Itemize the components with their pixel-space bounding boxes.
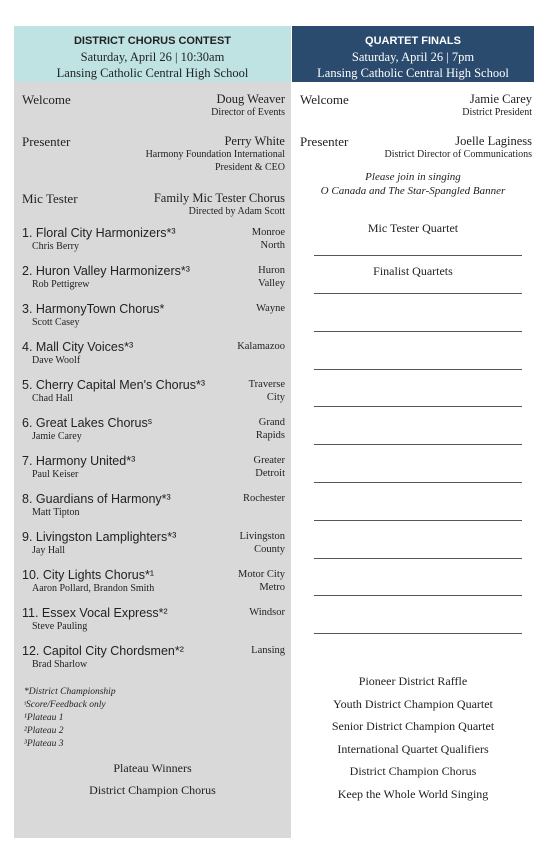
finals-presenter-name: Joelle Laginess — [455, 134, 532, 148]
chorus-city — [238, 568, 285, 594]
chorus-city-line-1: Traverse — [248, 379, 285, 390]
chorus-city-line-1: Monroe — [251, 227, 285, 238]
chorus-name: 7. Harmony United*³ — [22, 454, 136, 468]
chorus-city-line-1: Greater — [253, 455, 285, 466]
chorus-city-line-2: County — [254, 544, 285, 555]
welcome-label: Welcome — [22, 92, 71, 107]
chorus-info — [22, 644, 184, 672]
mic-tester-director: Directed by Adam Scott — [188, 206, 285, 217]
chorus-city-line-1: Huron — [258, 265, 285, 276]
chorus-city-line-1: Livingston — [239, 531, 285, 542]
finalist-line — [314, 331, 522, 332]
chorus-city — [252, 226, 285, 252]
closing-item: Youth District Champion Quartet — [333, 696, 493, 711]
finals-presenter-role: District Director of Communications — [384, 149, 532, 160]
chorus-city — [251, 644, 285, 657]
chorus-info — [22, 416, 152, 444]
chorus-city-line-2: City — [266, 392, 285, 403]
finals-presenter-label: Presenter — [300, 134, 349, 149]
presenter-info — [146, 134, 285, 174]
welcome-role: Director of Events — [211, 107, 285, 118]
finalist-line — [314, 293, 522, 294]
mic-tester-label: Mic Tester — [22, 191, 78, 206]
chorus-director: Chris Berry — [32, 241, 79, 252]
chorus-info — [22, 340, 133, 368]
finals-date: Saturday, April 26 | 7pm — [351, 50, 475, 64]
footnote: ˢScore/Feedback only — [24, 700, 106, 710]
contest-column — [14, 26, 291, 838]
chorus-city-line-1: Rochester — [243, 493, 285, 504]
presenter-role-1: Harmony Foundation International — [145, 149, 285, 160]
chorus-info — [22, 378, 205, 406]
chorus-city-line-1: Motor City — [238, 569, 285, 580]
finals-welcome-role: District President — [462, 107, 532, 118]
chorus-info — [22, 454, 135, 482]
chorus-city — [249, 606, 285, 619]
chorus-info — [22, 530, 176, 558]
chorus-city-line-2: Rapids — [255, 430, 285, 441]
chorus-director: Jamie Carey — [32, 431, 82, 442]
chorus-city-line-2: North — [260, 240, 285, 251]
chorus-info — [22, 492, 171, 520]
chorus-info — [22, 264, 190, 292]
chorus-name: 12. Capitol City Chordsmen*² — [22, 644, 184, 658]
finalist-line — [314, 558, 522, 559]
chorus-city-line-1: Grand — [258, 417, 285, 428]
finalist-quartets: Finalist Quartets — [373, 264, 453, 278]
chorus-director: Aaron Pollard, Brandon Smith — [32, 583, 155, 594]
chorus-city — [243, 492, 285, 505]
finalist-line — [314, 482, 522, 483]
chorus-director: Jay Hall — [32, 545, 66, 556]
contest-header — [14, 26, 291, 82]
chorus-city — [256, 302, 285, 315]
mic-tester-info — [154, 191, 285, 218]
presenter-name: Perry White — [224, 134, 285, 148]
mic-tester-name: Family Mic Tester Chorus — [153, 191, 285, 205]
chorus-director: Matt Tipton — [32, 507, 80, 518]
footnote: ³Plateau 3 — [24, 739, 64, 749]
finalist-line — [314, 369, 522, 370]
district-champion-chorus: District Champion Chorus — [89, 783, 216, 797]
chorus-name: 4. Mall City Voices*³ — [22, 340, 134, 354]
chorus-city — [254, 454, 285, 480]
chorus-name: 2. Huron Valley Harmonizers*³ — [22, 264, 190, 278]
closing-item: Senior District Champion Quartet — [331, 719, 495, 734]
contest-date: Saturday, April 26 | 10:30am — [80, 50, 225, 64]
singing-note-1: Please join in singing — [365, 171, 461, 183]
chorus-info — [22, 568, 154, 596]
mic-tester-quartet-line — [314, 255, 522, 256]
chorus-city — [249, 378, 285, 404]
chorus-city — [239, 530, 285, 556]
chorus-city-line-2: Metro — [259, 582, 285, 593]
presenter-label: Presenter — [22, 134, 71, 149]
closing-item: International Quartet Qualifiers — [337, 741, 489, 756]
welcome-name: Doug Weaver — [216, 92, 285, 106]
finalist-line — [314, 595, 522, 596]
footnote: *District Championship — [24, 687, 116, 697]
finalist-line — [314, 444, 522, 445]
chorus-name: 11. Essex Vocal Express*² — [22, 606, 168, 620]
chorus-city — [256, 416, 285, 442]
chorus-name: 3. HarmonyTown Chorus* — [22, 302, 165, 316]
plateau-winners: Plateau Winners — [113, 761, 192, 775]
chorus-info — [22, 302, 164, 330]
chorus-director: Chad Hall — [32, 393, 73, 404]
chorus-name: 1. Floral City Harmonizers*³ — [22, 226, 176, 240]
chorus-city-line-1: Wayne — [256, 303, 285, 314]
finalist-line — [314, 406, 522, 407]
chorus-director: Brad Sharlow — [32, 659, 88, 670]
chorus-name: 5. Cherry Capital Men's Chorus*³ — [22, 378, 206, 392]
chorus-name: 9. Livingston Lamplighters*³ — [22, 530, 177, 544]
finalist-line — [314, 633, 522, 634]
chorus-name: 10. City Lights Chorus*¹ — [22, 568, 155, 582]
finals-presenter-info — [385, 134, 532, 161]
finalist-line — [314, 520, 522, 521]
closing-item: Keep the Whole World Singing — [337, 787, 489, 801]
chorus-info — [22, 606, 168, 634]
chorus-director: Paul Keiser — [32, 469, 79, 480]
closing-item: Pioneer District Raffle — [358, 674, 468, 688]
finals-header — [292, 26, 534, 82]
chorus-name: 6. Great Lakes Chorusˢ — [22, 416, 153, 430]
finals-title: QUARTET FINALS — [365, 35, 461, 47]
chorus-city — [237, 340, 285, 353]
presenter-role-2: President & CEO — [215, 162, 285, 173]
chorus-info — [22, 226, 176, 254]
finals-column — [292, 26, 534, 838]
finals-welcome-name: Jamie Carey — [469, 92, 532, 106]
welcome-info — [211, 92, 285, 119]
chorus-city-line-2: Valley — [258, 278, 285, 289]
footnote: ¹Plateau 1 — [24, 713, 64, 723]
chorus-city-line-1: Lansing — [251, 645, 285, 656]
contest-title: DISTRICT CHORUS CONTEST — [73, 35, 232, 47]
mic-tester-quartet: Mic Tester Quartet — [367, 221, 459, 235]
chorus-name: 8. Guardians of Harmony*³ — [22, 492, 171, 506]
chorus-city — [258, 264, 285, 290]
footnote: ²Plateau 2 — [24, 726, 64, 736]
contest-venue: Lansing Catholic Central High School — [56, 66, 249, 80]
chorus-director: Rob Pettigrew — [32, 279, 90, 290]
singing-note-2: O Canada and The Star-Spangled Banner — [320, 185, 506, 197]
chorus-city-line-2: Detroit — [255, 468, 285, 479]
finals-welcome-info — [462, 92, 532, 119]
chorus-director: Steve Pauling — [32, 621, 88, 632]
chorus-city-line-1: Kalamazoo — [237, 341, 285, 352]
finals-welcome-label: Welcome — [300, 92, 349, 107]
closing-item: District Champion Chorus — [349, 764, 477, 779]
chorus-city-line-1: Windsor — [249, 607, 285, 618]
finals-venue: Lansing Catholic Central High School — [317, 66, 509, 80]
chorus-director: Scott Casey — [32, 317, 80, 328]
chorus-director: Dave Woolf — [32, 355, 81, 366]
